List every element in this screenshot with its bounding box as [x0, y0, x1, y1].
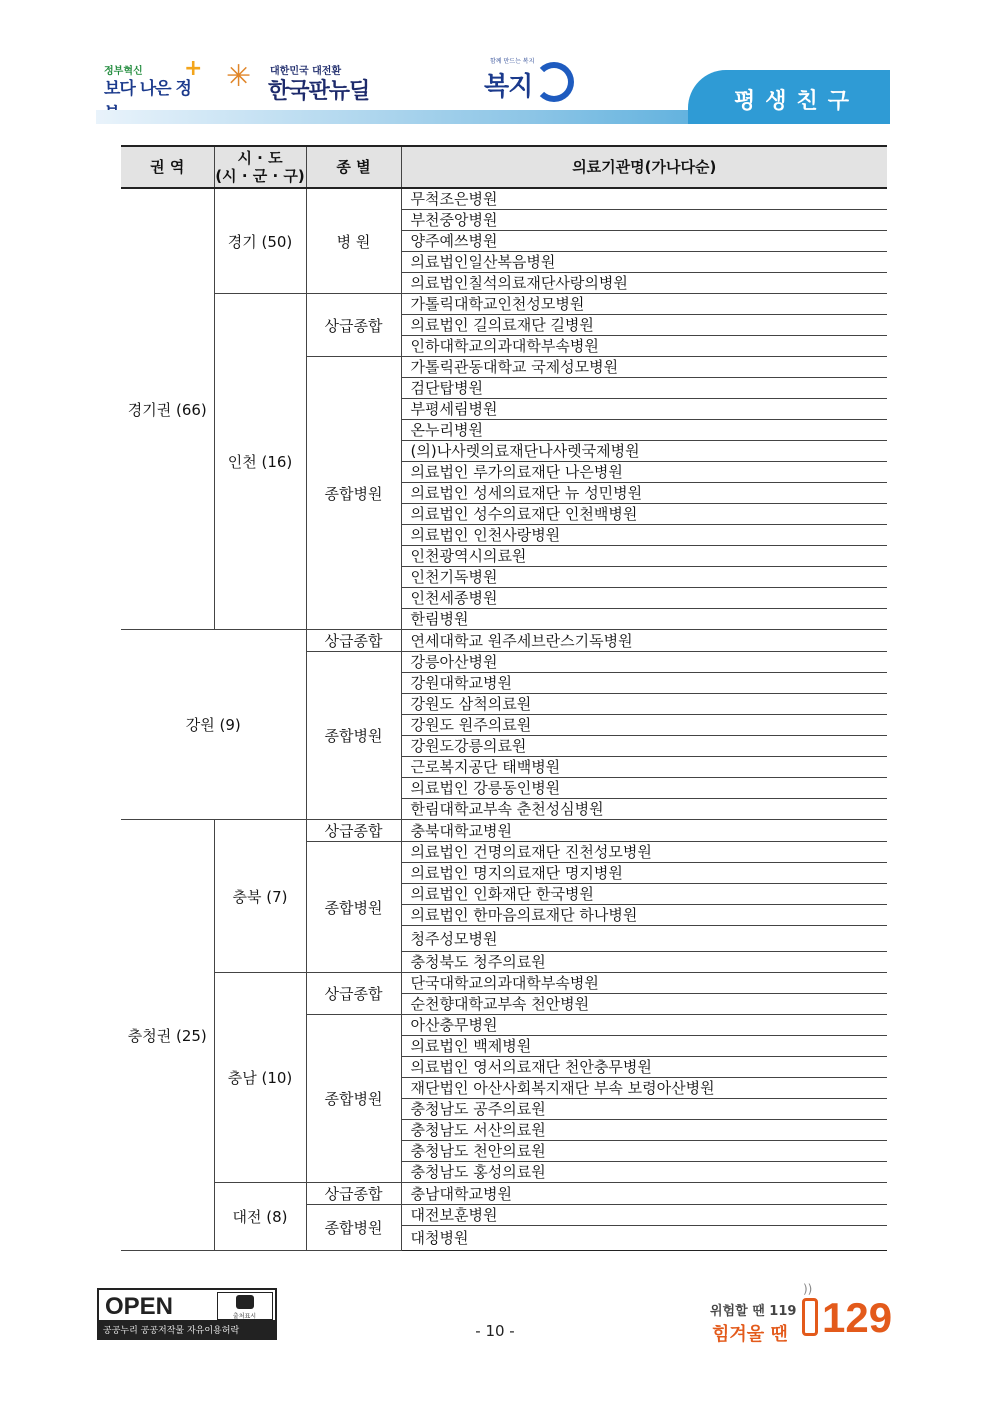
- sido-incheon: 인천 (16): [214, 294, 306, 630]
- institution-name: 충청남도 홍성의료원: [401, 1162, 887, 1183]
- table-row: [121, 188, 887, 210]
- institution-name: 의료법인 한마음의료재단 하나병원: [401, 905, 887, 926]
- institution-name: 대청병원: [401, 1226, 887, 1251]
- type-tertiary: 상급종합: [306, 630, 401, 652]
- new-deal-big-text: 한국판뉴딜: [268, 79, 370, 104]
- type-hospital: 병 원: [306, 188, 401, 294]
- institution-name: 한림병원: [401, 609, 887, 630]
- institution-name: 의료법인칠석의료재단사랑의병원: [401, 273, 887, 294]
- institution-name: 인천광역시의료원: [401, 546, 887, 567]
- institution-name: 충청남도 공주의료원: [401, 1099, 887, 1120]
- institution-name: 의료법인 인화재단 한국병원: [401, 884, 887, 905]
- institution-name: 의료법인 건명의료재단 진천성모병원: [401, 842, 887, 863]
- signal-icon: )): [803, 1282, 813, 1296]
- sido-gyeonggi: 경기 (50): [214, 188, 306, 294]
- welfare-ring-icon: [534, 62, 574, 102]
- page-number: - 10 -: [475, 1322, 515, 1340]
- institution-name: 무척조은병원: [401, 188, 887, 210]
- header-type: 종 별: [306, 146, 401, 188]
- attribution-label: 출처표시: [232, 1313, 257, 1320]
- type-general: 종합병원: [306, 842, 401, 973]
- institution-name: 가톨릭관동대학교 국제성모병원: [401, 357, 887, 378]
- institution-name: 의료법인일산복음병원: [401, 252, 887, 273]
- type-tertiary: 상급종합: [306, 1183, 401, 1205]
- plus-icon: +: [184, 56, 203, 81]
- new-deal-mark-icon: ✳: [226, 59, 252, 94]
- open-license-box: [97, 1288, 277, 1322]
- table-row: [121, 820, 887, 842]
- new-deal-small-text: 대한민국 대전환: [270, 66, 342, 77]
- gov-innovation-logo: [104, 58, 204, 108]
- type-tertiary: 상급종합: [306, 973, 401, 1015]
- helpline-big-text: 힘겨울 땐: [712, 1324, 788, 1345]
- institution-name: 강원대학교병원: [401, 673, 887, 694]
- institution-name: 가톨릭대학교인천성모병원: [401, 294, 887, 315]
- institution-name: 의료법인 길의료재단 길병원: [401, 315, 887, 336]
- gov-logo-small-text: 정부혁신: [104, 66, 143, 77]
- institution-name: 의료법인 영서의료재단 천안충무병원: [401, 1057, 887, 1078]
- tab-label: 평생친구: [734, 89, 860, 114]
- type-general: 종합병원: [306, 1205, 401, 1251]
- region-gyeonggi-kwon: 경기권 (66): [121, 188, 214, 630]
- header-region: 권 역: [121, 146, 214, 188]
- institution-name: 인천기독병원: [401, 567, 887, 588]
- medical-institutions-table: [121, 145, 887, 1251]
- institution-name: 연세대학교 원주세브란스기독병원: [401, 630, 887, 652]
- korean-new-deal-logo: [226, 60, 376, 104]
- header-sido: 시 · 도 (시 · 군 · 구): [214, 146, 306, 188]
- type-general: 종합병원: [306, 652, 401, 820]
- welfare-logo-small-text: 함께 만드는 복지: [490, 58, 535, 65]
- type-tertiary: 상급종합: [306, 820, 401, 842]
- institution-name: 검단탑병원: [401, 378, 887, 399]
- institution-name: 인천세종병원: [401, 588, 887, 609]
- page-header: [0, 0, 992, 130]
- table-body: [121, 188, 887, 1251]
- institution-name: 강릉아산병원: [401, 652, 887, 673]
- kogl-open-license: [97, 1288, 277, 1340]
- institution-name: 강원도 삼척의료원: [401, 694, 887, 715]
- institution-name: 충청남도 서산의료원: [401, 1120, 887, 1141]
- institution-name: 한림대학교부속 춘천성심병원: [401, 799, 887, 820]
- table-row: [121, 294, 887, 315]
- institution-name: 양주예쓰병원: [401, 231, 887, 252]
- welfare-logo-big-text: 복지: [484, 72, 533, 102]
- institution-name: 아산충무병원: [401, 1015, 887, 1036]
- type-general: 종합병원: [306, 1015, 401, 1183]
- type-tertiary: 상급종합: [306, 294, 401, 357]
- header-institution-name: 의료기관명(가나다순): [401, 146, 887, 188]
- helpline-number: 129: [822, 1294, 893, 1341]
- lifelong-friend-tab: [688, 70, 890, 124]
- institution-name: 충북대학교병원: [401, 820, 887, 842]
- region-gangwon: 강원 (9): [121, 630, 306, 820]
- institution-name: 의료법인 백제병원: [401, 1036, 887, 1057]
- type-general: 종합병원: [306, 357, 401, 630]
- helpline-129-logo: [710, 1282, 900, 1348]
- sido-chungnam: 충남 (10): [214, 973, 306, 1183]
- table-row: [121, 1183, 887, 1205]
- institution-name: 순천향대학교부속 천안병원: [401, 994, 887, 1015]
- institution-name: 온누리병원: [401, 420, 887, 441]
- institution-name: (의)나사렛의료재단나사렛국제병원: [401, 441, 887, 462]
- person-icon: [236, 1295, 254, 1309]
- institution-name: 부평세림병원: [401, 399, 887, 420]
- institution-name: 강원도강릉의료원: [401, 736, 887, 757]
- table-row: [121, 973, 887, 994]
- institution-name: 충청북도 청주의료원: [401, 952, 887, 973]
- institution-name: 청주성모병원: [401, 926, 887, 952]
- institution-name: 부천중앙병원: [401, 210, 887, 231]
- open-license-label: OPEN: [105, 1293, 174, 1320]
- institution-name: 단국대학교의과대학부속병원: [401, 973, 887, 994]
- institution-name: 근로복지공단 태백병원: [401, 757, 887, 778]
- welfare-logo: [484, 56, 584, 110]
- institution-name: 의료법인 성수의료재단 인천백병원: [401, 504, 887, 525]
- institution-name: 충청남도 천안의료원: [401, 1141, 887, 1162]
- open-license-caption: 공공누리 공공저작물 자유이용허락: [97, 1322, 277, 1340]
- institution-name: 강원도 원주의료원: [401, 715, 887, 736]
- institution-name: 의료법인 인천사랑병원: [401, 525, 887, 546]
- sido-chungbuk: 충북 (7): [214, 820, 306, 973]
- sido-daejeon: 대전 (8): [214, 1183, 306, 1251]
- institution-name: 재단법인 아산사회복지재단 부속 보령아산병원: [401, 1078, 887, 1099]
- table-row: [121, 630, 887, 652]
- attribution-badge: [217, 1292, 273, 1320]
- institution-name: 대전보훈병원: [401, 1205, 887, 1226]
- phone-icon: [802, 1298, 818, 1336]
- institution-name: 충남대학교병원: [401, 1183, 887, 1205]
- institution-name: 의료법인 루가의료재단 나은병원: [401, 462, 887, 483]
- table-header-row: [121, 146, 887, 188]
- institution-name: 인하대학교의과대학부속병원: [401, 336, 887, 357]
- institution-name: 의료법인 강릉동인병원: [401, 778, 887, 799]
- gov-logo-big-text: 보다 나은 정: [104, 79, 191, 99]
- institution-name: 의료법인 성세의료재단 뉴 성민병원: [401, 483, 887, 504]
- helpline-small-text: 위험할 땐 119: [710, 1304, 797, 1319]
- region-chungcheong-kwon: 충청권 (25): [121, 820, 214, 1251]
- institution-name: 의료법인 명지의료재단 명지병원: [401, 863, 887, 884]
